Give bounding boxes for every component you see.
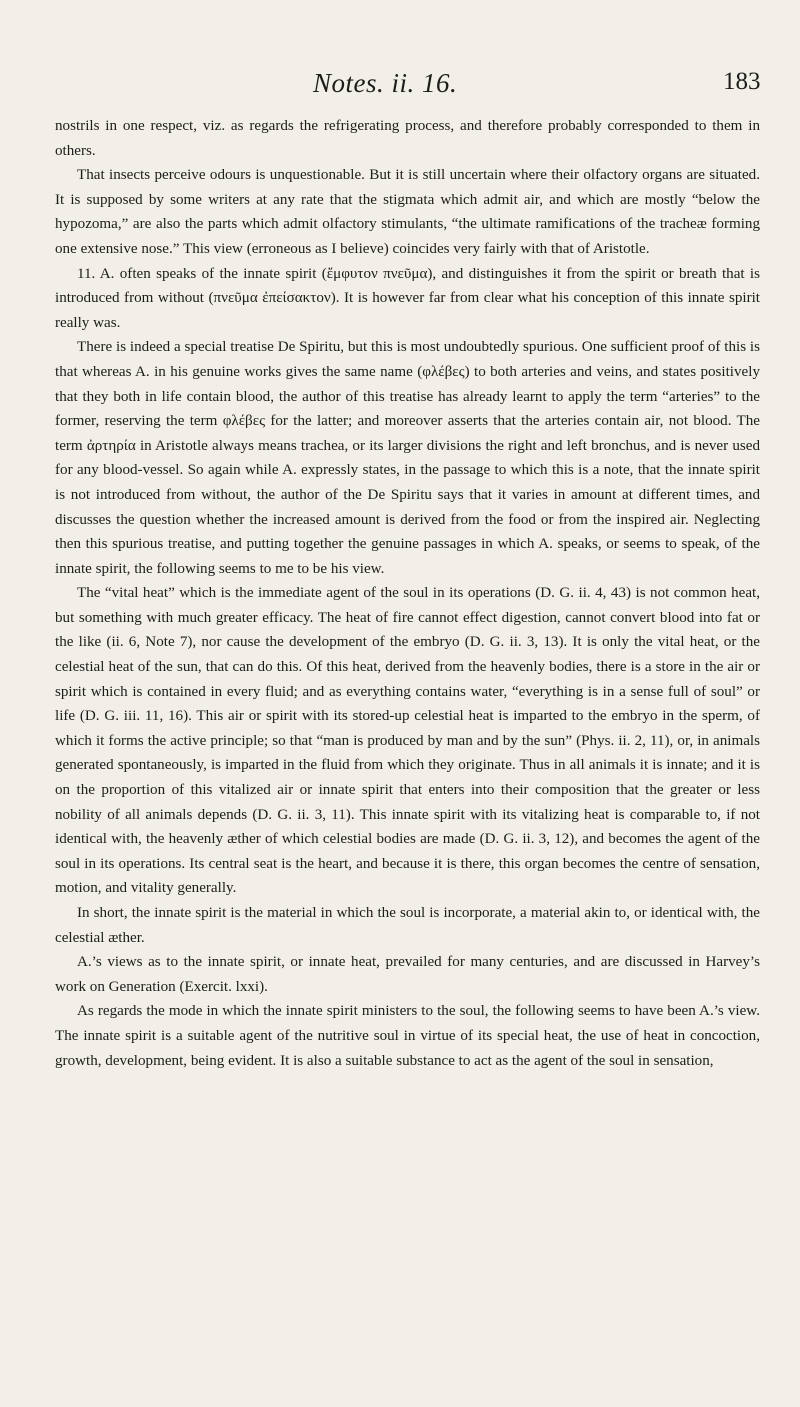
paragraph-soul-agent: As regards the mode in which the innate spirit ministers to the soul, the following seems to have been A.’s view. The innate spirit is a suitable agent of the nutritive soul in virtue of its special heat, the use of heat in concoction, growth, development, being evident. It is also a suitable substance to act as the agent of the soul in sensation, — [55, 1003, 760, 1069]
paragraph-de-spiritu: There is indeed a special treatise De Spiritu, but this is most undoubtedly spurious. One sufficient proof of this is that whereas A. in his genuine works gives the same name (φλέβες) to both arteries and veins, and states positively that they both in life contain blood, the author of this treatise has already learnt to apply the term “arteries” to the former, reserving the term φλέβες for the latter; and moreover asserts that the arteries contain air, not blood. The term ἀρτηρία in Aristotle always means trachea, or its larger divisions the right and left bronchus, and is never used for any blood-vessel. So again while A. expressly states, in the passage to which this is a note, that the innate spirit is not introduced from without, the author of the De Spiritu says that it varies in amount at different times, and discusses the question whether the increased amount is derived from the food or from the inspired air. Neglecting then this spurious treatise, and putting together the genuine passages in which A. speaks, or seems to speak, of the innate spirit, the following seems to me to be his view. — [55, 339, 760, 577]
paragraph-vital-heat: The “vital heat” which is the immediate agent of the soul in its operations (D. G. ii. 4, 43) is not common heat, but something with much greater efficacy. The heat of fire cannot effect digestion, cannot convert blood into fat or the like (ii. 6, Note 7), nor cause the development of the embryo (D. G. ii. 3, 13). It is only the vital heat, or the celestial heat of the sun, that can do this. Of this heat, derived from the heavenly bodies, there is a store in the air or spirit which is contained in every fluid; and as everything contains water, “everything is in a sense full of soul” or life (D. G. iii. 11, 16). This air or spirit with its stored-up celestial heat is imparted to the embryo in the sperm, of which it forms the active principle; so that “man is produced by man and by the sun” (Phys. ii. 2, 11), or, in animals generated spontaneously, is imparted in the fluid from which they originate. Thus in all animals it is innate; and it is on the proportion of this vitalized air or innate spirit that enters into their composition that the greater or less nobility of all animals depends (D. G. ii. 3, 11). This innate spirit with its vitalizing heat is comparable to, if not identical with, the heavenly æther of which celestial bodies are made (D. G. ii. 3, 12), and becomes the agent of the soul in its operations. Its central seat is the heart, and because it is there, this organ becomes the centre of sensation, motion, and vitality generally. — [55, 585, 760, 897]
running-title: Notes. ii. 16. — [313, 68, 458, 98]
paragraph-harvey: A.’s views as to the innate spirit, or innate heat, prevailed for many centuries, and are discussed in Harvey’s work on Generation (Exercit. lxxi). — [55, 954, 760, 995]
running-head — [0, 64, 800, 104]
body-text — [55, 114, 760, 1073]
paragraph-continuation: nostrils in one respect, viz. as regards the refrigerating process, and therefore probably corresponded to them in others. — [55, 118, 760, 159]
paragraph-in-short: In short, the innate spirit is the material in which the soul is incorporate, a material akin to, or identical with, the celestial æther. — [55, 905, 760, 946]
paragraph-insect-olfaction: That insects perceive odours is unquestionable. But it is still uncertain where their olfactory organs are situated. It is supposed by some writers at any rate that the stigmata which admit air, and which are mostly “below the hypozoma,” are also the parts which admit olfactory stimulants, “the ultimate ramifications of the tracheæ forming one extensive nose.” This view (erroneous as I believe) coincides very fairly with that of Aristotle. — [55, 167, 760, 257]
page-number: 183 — [723, 68, 761, 95]
paragraph-note-11: 11. A. often speaks of the innate spirit (ἔμφυτον πνεῦμα), and distinguishes it from the spirit or breath that is introduced from without (πνεῦμα ἐπείσακτον). It is however far from clear what his conception of this innate spirit really was. — [55, 265, 760, 331]
